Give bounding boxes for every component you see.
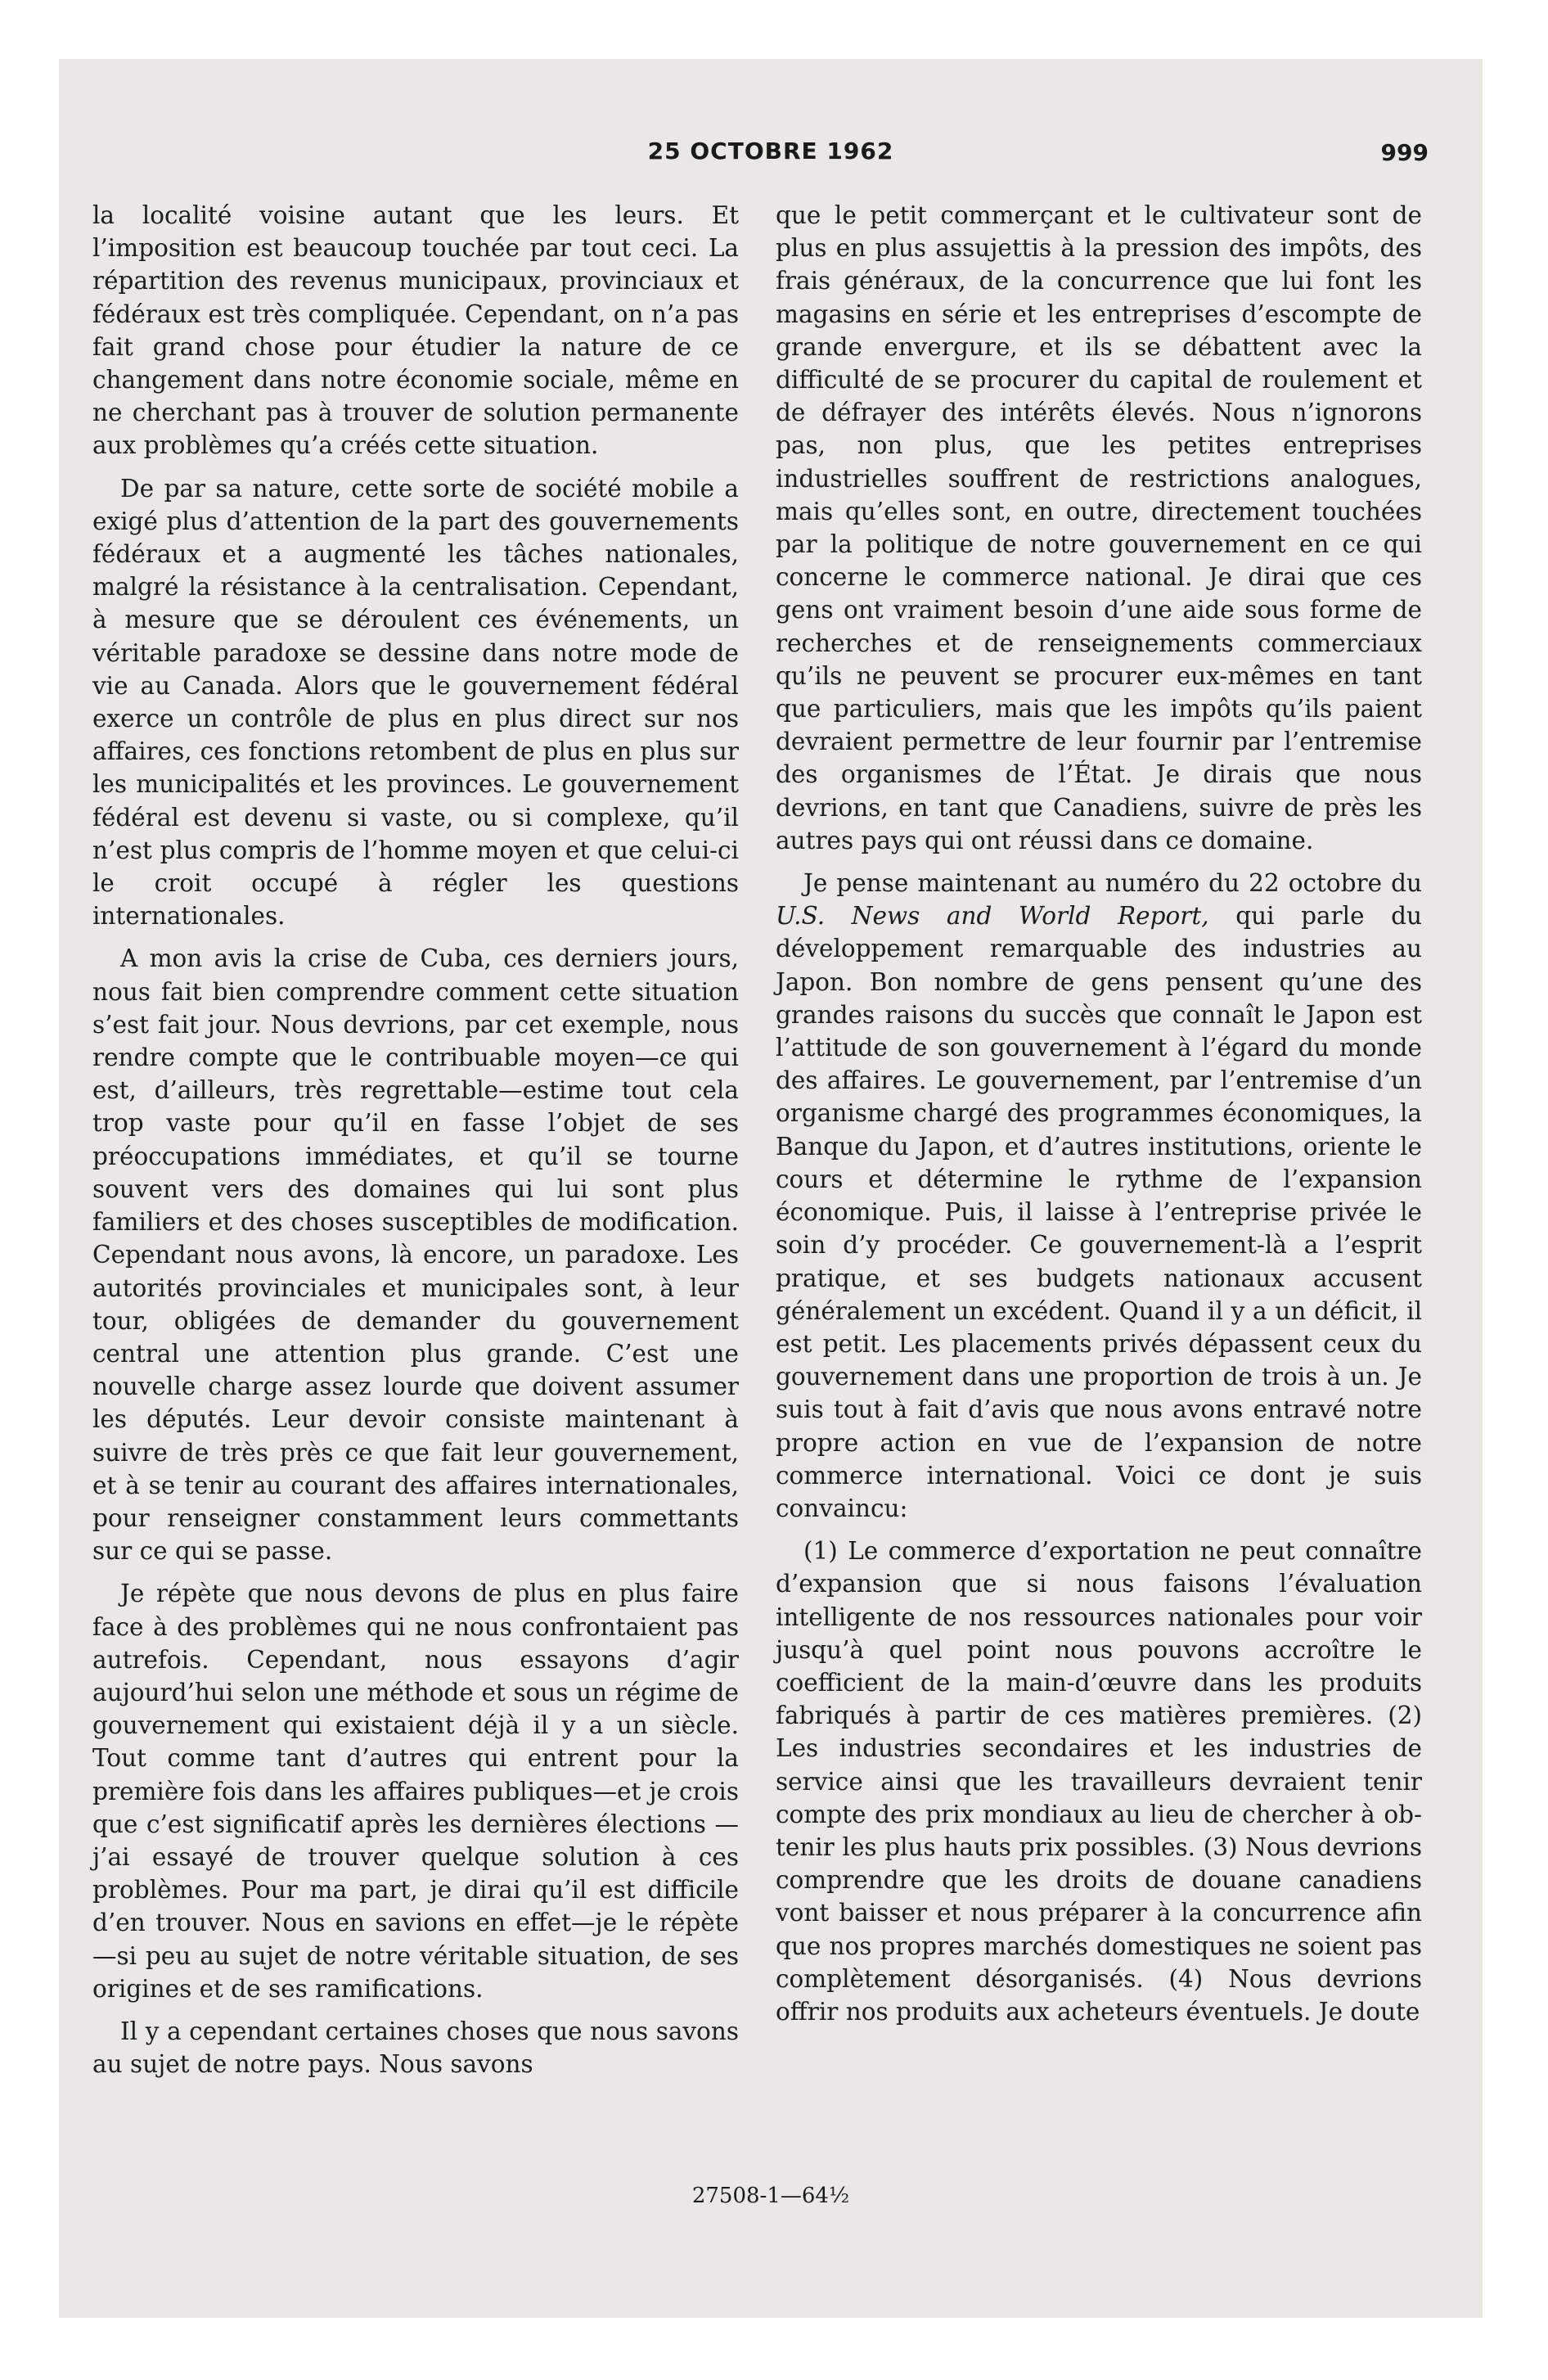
right-paragraph-3: (1) Le commerce d’exportation ne peut connaître d’expansion que si nous faisons l’évaluation intelligente de nos ressources nationales pour voir jusqu’à quel point nous pouvons accroître le coefficient de la main-d’œuvre dans les produits fabriqués à partir de ces matières premières. (2) Les industries secondaires et les industries de service ainsi que les travailleurs devraient tenir compte des prix mondiaux au lieu de chercher à obtenir les plus hauts prix possibles. (3) Nous devrions comprendre que les droits de douane canadiens vont baisser et nous préparer à la concurrence afin que nos propres marchés domestiques ne soient pas complètement désorganisés. (4) Nous devrions offrir nos produits aux acheteurs éventuels. Je doute	[776, 1537, 1422, 2026]
right-paragraph-2-start: Je pense maintenant au numéro du 22 octobre du	[803, 869, 1422, 898]
right-paragraph-1: que le petit commerçant et le cultivateur sont de plus en plus assujettis à la pression des impôts, des frais généraux, de la concurrence que lui font les magasins en série et les entreprises d’escompte de grande envergure, et ils se débattent avec la difficulté de se procurer du capital de roulement et de défrayer des intérêts élevés. Nous n’ignorons pas, non plus, que les petites entreprises industrielles souffrent de restrictions analogues, mais qu’elles sont, en outre, directement touchées par la politique de notre gouvernement en ce qui concerne le commerce national. Je dirai que ces gens ont vraiment besoin d’une aide sous forme de recherches et de renseignements commerciaux qu’ils ne peuvent se procurer eux-mêmes en tant que particuliers, mais que les impôts qu’ils paient devraient permettre de leur fournir par l’entremise des organismes de l’État. Je dirais que nous devrions, en tant que Canadiens, suivre de près les autres pays qui ont réussi dans ce domaine.	[776, 201, 1422, 854]
left-paragraph-1: la localité voisine autant que les leurs. Et l’imposition est beaucoup touchée par tout ceci. La répartition des revenus municipaux, provinciaux et fédéraux est très compliquée. Cependant, on n’a pas fait grand chose pour étudier la nature de ce changement dans notre économie sociale, même en ne cherchant pas à trouver de solution permanente aux problèmes qu’a créés cette situation.	[92, 201, 739, 460]
right-column	[776, 199, 1422, 2038]
left-column	[92, 199, 739, 2090]
right-paragraph-2-rest: qui parle du développement remarquable des industries au Japon. Bon nombre de gens pensent qu’une des grandes raisons du succès que connaît le Japon est l’attitude de son gouvernement à l’égard du monde des affaires. Le gouvernement, par l’entremise d’un organisme chargé des programmes économiques, la Banque du Japon, et d’autres institutions, oriente le cours et détermine le rythme de l’expansion économique. Puis, il laisse à l’entreprise privée le soin d’y procéder. Ce gouvernement-là a l’esprit pratique, et ses budgets nationaux accusent généralement un excédent. Quand il y a un déficit, il est petit. Les placements privés dépassent ceux du gouvernement dans une proportion de trois à un. Je suis tout à fait d’avis que nous avons entravé notre propre action en vue de l’expansion de notre commerce international. Voici ce dont je suis convaincu:	[776, 902, 1422, 1522]
left-paragraph-4: Je répète que nous devons de plus en plus faire face à des problèmes qui ne nous confrontaient pas autrefois. Cependant, nous essayons d’agir aujourd’hui selon une méthode et sous un régime de gouvernement qui existaient déjà il y a un siècle. Tout comme tant d’autres qui entrent pour la première fois dans les affaires publiques—et je crois que c’est significatif après les dernières élections —j’ai essayé de trouver quelque solution à ces problèmes. Pour ma part, je dirai qu’il est difficile d’en trouver. Nous en savions en effet—je le répète—si peu au sujet de notre véritable situation, de ses origines et de ses ramifications.	[92, 1580, 739, 2003]
page-header	[59, 137, 1483, 178]
header-date: 25 OCTOBRE 1962	[647, 137, 894, 165]
publication-title: U.S. News and World Report,	[776, 902, 1209, 931]
left-paragraph-3: A mon avis la crise de Cuba, ces derniers jours, nous fait bien comprendre comment cette situation s’est fait jour. Nous devrions, par cet exemple, nous rendre compte que le contribuable moyen—ce qui est, d’ailleurs, très regrettable—estime tout cela trop vaste pour qu’il en fasse l’objet de ses préoccupations immédiates, et qu’il se tourne souvent vers des domaines qui lui sont plus familiers et des choses susceptibles de modification. Cependant nous avons, là encore, un paradoxe. Les autorités provinciales et municipales sont, à leur tour, obligées de demander du gouvernement central une attention plus grande. C’est une nouvelle charge assez lourde que doivent assumer les députés. Leur devoir consiste maintenant à suivre de très près ce que fait leur gouvernement, et à se tenir au courant des affaires internationales, pour renseigner constamment leurs commettants sur ce qui se passe.	[92, 944, 739, 1566]
page-number: 999	[1380, 139, 1429, 166]
footer-code: 27508-1—64½	[691, 2184, 850, 2208]
right-paragraph-2	[776, 867, 1422, 1525]
left-paragraph-2: De par sa nature, cette sorte de société mobile a exigé plus d’attention de la part des gouvernements fédéraux et a augmenté les tâches nationales, malgré la résistance à la centralisation. Cependant, à mesure que se déroulent ces événements, un véritable paradoxe se dessine dans notre mode de vie au Canada. Alors que le gouvernement fédéral exerce un contrôle de plus en plus direct sur nos affaires, ces fonctions retombent de plus en plus sur les municipalités et les provinces. Le gouvernement fédéral est devenu si vaste, ou si complexe, qu’il n’est plus compris de l’homme moyen et que celui-ci le croit occupé à régler les questions internationales.	[92, 474, 739, 931]
left-paragraph-5: Il y a cependant certaines choses que nous savons au sujet de notre pays. Nous savons	[92, 2017, 739, 2079]
